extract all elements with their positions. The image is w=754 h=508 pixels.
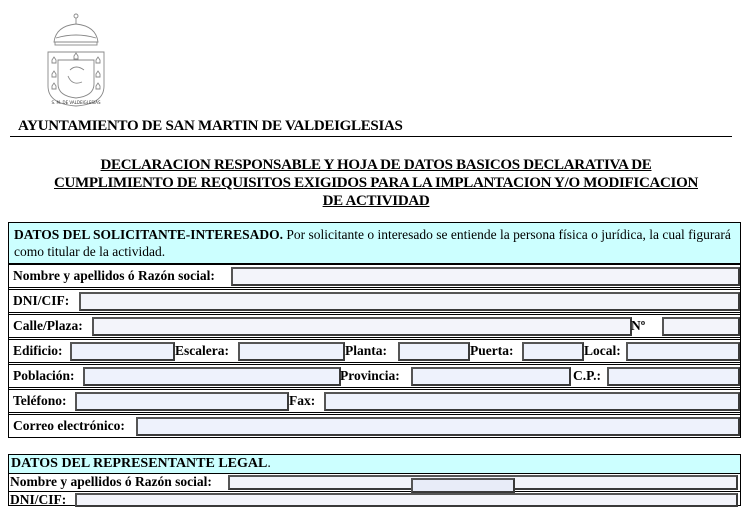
name-label: Nombre y apellidos ó Razón social: xyxy=(13,268,215,283)
dni-label: DNI/CIF: xyxy=(13,293,70,308)
applicant-postal-code-input[interactable] xyxy=(607,367,740,386)
rep-dni-label: DNI/CIF: xyxy=(10,492,67,507)
document-title-line-2: CUMPLIMIENTO DE REQUISITOS EXIGIDOS PARA LA IMPLANTACION Y/O MODIFICACION xyxy=(53,175,698,191)
applicant-name-input[interactable] xyxy=(231,267,740,286)
header-divider xyxy=(10,136,732,137)
row-dni xyxy=(9,290,740,315)
applicant-building-input[interactable] xyxy=(70,342,175,361)
stair-label: Escalera: xyxy=(175,343,229,358)
applicant-local-input[interactable] xyxy=(626,342,740,361)
applicant-email-input[interactable] xyxy=(136,417,740,436)
postal-code-label: C.P.: xyxy=(573,368,602,383)
svg-text:S. M. DE VALDEIGLESIAS: S. M. DE VALDEIGLESIAS xyxy=(51,100,101,105)
applicant-fax-input[interactable] xyxy=(324,392,740,411)
floor-label: Planta: xyxy=(345,343,387,358)
row-building xyxy=(9,340,740,365)
row-town xyxy=(9,365,740,390)
row-phone xyxy=(9,390,740,415)
local-label: Local: xyxy=(584,343,621,358)
organization-name: AYUNTAMIENTO DE SAN MARTIN DE VALDEIGLESIAS xyxy=(18,118,403,134)
applicant-section xyxy=(8,222,741,438)
rep-row-dni xyxy=(9,492,740,506)
municipal-crest-logo xyxy=(44,12,108,108)
representative-section-header xyxy=(9,455,740,474)
applicant-heading-description: Por solicitante o interesado se entiende la persona física o jurídica, la cual figurará como titular de la actividad. xyxy=(14,227,731,259)
row-name xyxy=(9,265,740,290)
phone-label: Teléfono: xyxy=(13,393,67,408)
building-label: Edificio: xyxy=(13,343,63,358)
street-label: Calle/Plaza: xyxy=(13,318,83,333)
row-street xyxy=(9,315,740,340)
applicant-phone-input[interactable] xyxy=(75,392,289,411)
applicant-town-input[interactable] xyxy=(83,367,341,386)
autocomplete-suggestion-box[interactable] xyxy=(411,478,515,493)
document-title-line-1: DECLARACION RESPONSABLE Y HOJA DE DATOS BASICOS DECLARATIVA DE xyxy=(100,157,652,173)
representative-heading-suffix: . xyxy=(267,456,271,471)
applicant-heading: DATOS DEL SOLICITANTE-INTERESADO. xyxy=(14,227,283,242)
fax-label: Fax: xyxy=(289,393,316,408)
legal-representative-section xyxy=(8,454,741,506)
email-label: Correo electrónico: xyxy=(13,418,125,433)
number-label: Nº xyxy=(631,318,646,333)
rep-row-name xyxy=(9,474,740,492)
applicant-province-input[interactable] xyxy=(411,367,571,386)
document-title-line-3: DE ACTIVIDAD xyxy=(322,193,430,209)
representative-heading: DATOS DEL REPRESENTANTE LEGAL xyxy=(11,456,268,471)
applicant-door-input[interactable] xyxy=(522,342,584,361)
rep-name-label: Nombre y apellidos ó Razón social: xyxy=(10,474,212,489)
row-email xyxy=(9,415,740,437)
applicant-number-input[interactable] xyxy=(662,317,740,336)
town-label: Población: xyxy=(13,368,75,383)
applicant-street-input[interactable] xyxy=(92,317,632,336)
applicant-section-header xyxy=(9,223,740,265)
document-title xyxy=(10,156,742,210)
applicant-dni-input[interactable] xyxy=(79,292,740,311)
province-label: Provincia: xyxy=(340,368,400,383)
representative-dni-input[interactable] xyxy=(75,493,738,507)
applicant-stair-input[interactable] xyxy=(238,342,345,361)
door-label: Puerta: xyxy=(470,343,514,358)
applicant-floor-input[interactable] xyxy=(398,342,470,361)
